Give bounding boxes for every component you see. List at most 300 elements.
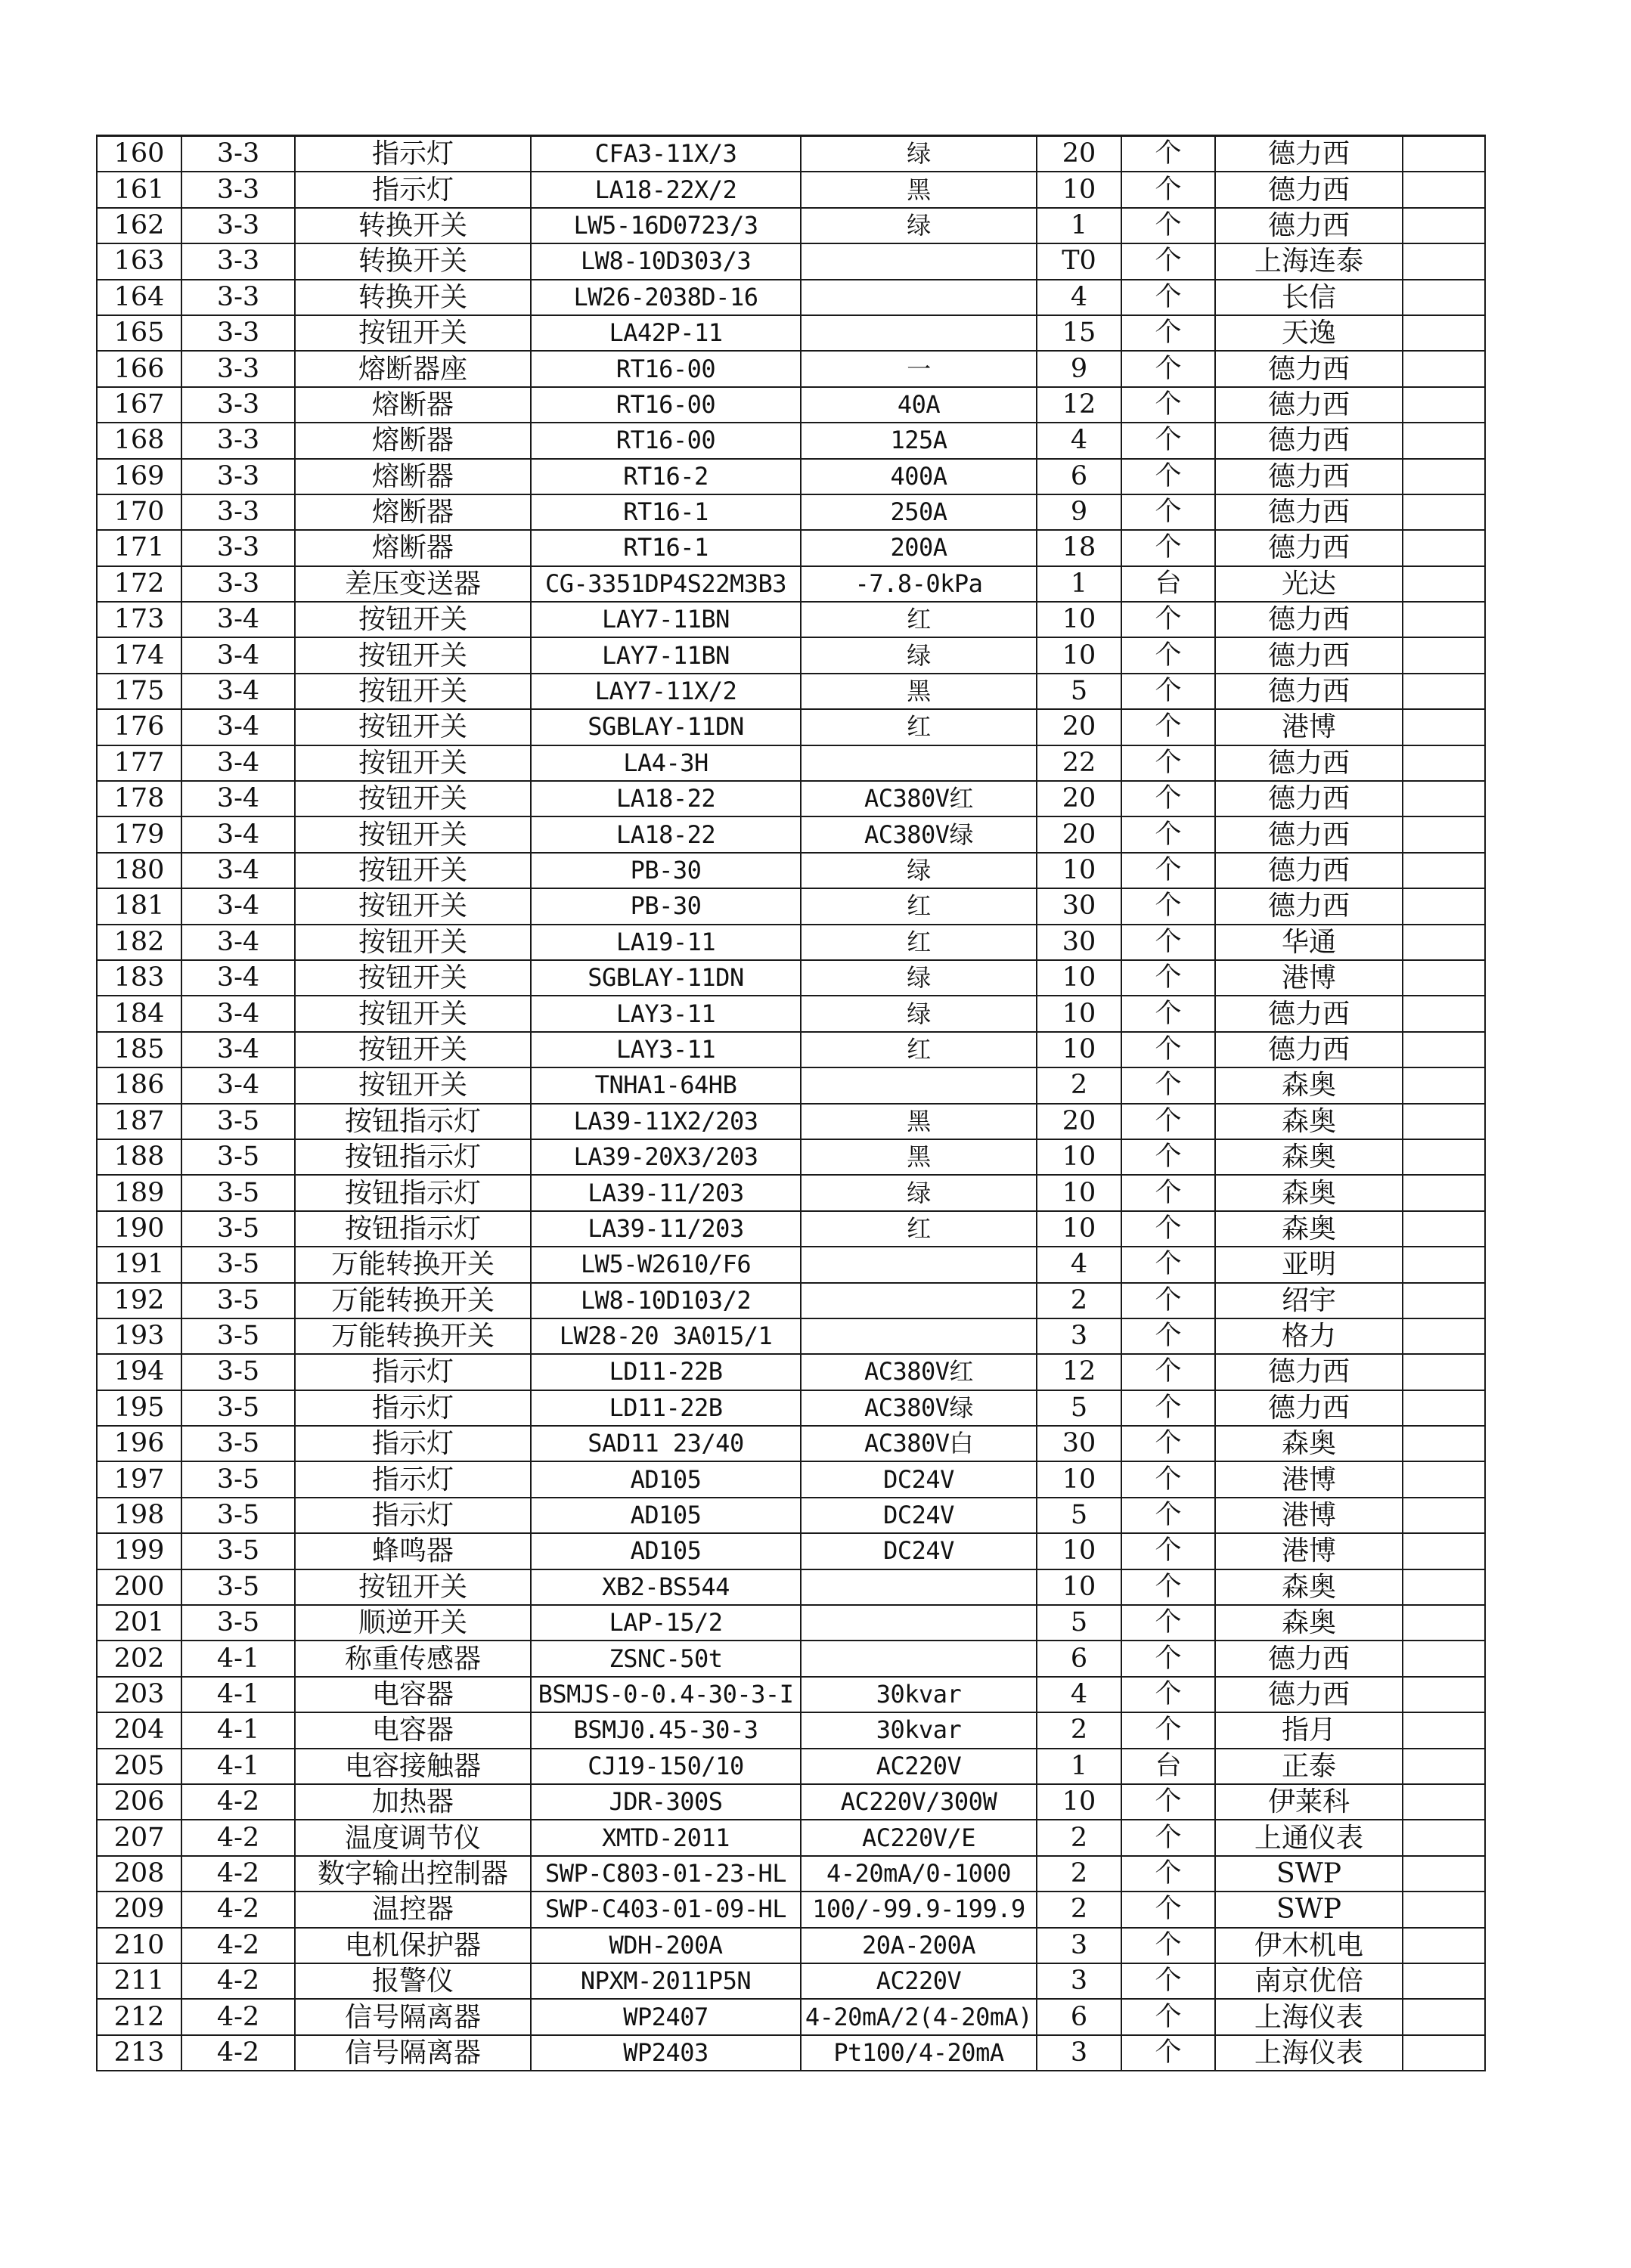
row-number-cell: 194 bbox=[97, 1354, 181, 1390]
row-number-cell: 163 bbox=[97, 243, 181, 279]
model-number-cell: WP2407 bbox=[531, 1999, 801, 2034]
table-row bbox=[97, 1139, 1485, 1175]
specification-cell: 绿 bbox=[801, 996, 1037, 1031]
quantity-cell: 9 bbox=[1037, 351, 1121, 386]
manufacturer-cell: 德力西 bbox=[1215, 1032, 1403, 1067]
row-number-cell: 187 bbox=[97, 1104, 181, 1139]
unit-cell: 个 bbox=[1121, 1533, 1215, 1569]
row-number-cell: 202 bbox=[97, 1641, 181, 1676]
section-code-cell: 3-4 bbox=[181, 637, 295, 673]
remark-cell bbox=[1403, 566, 1485, 602]
model-number-cell: PB-30 bbox=[531, 888, 801, 924]
item-name-cell: 指示灯 bbox=[295, 172, 531, 207]
model-number-cell: LAY7-11X/2 bbox=[531, 674, 801, 709]
specification-cell: AC220V/300W bbox=[801, 1784, 1037, 1820]
section-code-cell: 3-4 bbox=[181, 888, 295, 924]
model-number-cell: RT16-2 bbox=[531, 459, 801, 494]
unit-cell: 个 bbox=[1121, 674, 1215, 709]
section-code-cell: 4-2 bbox=[181, 2035, 295, 2071]
item-name-cell: 万能转换开关 bbox=[295, 1247, 531, 1282]
manufacturer-cell: 森奥 bbox=[1215, 1104, 1403, 1139]
row-number-cell: 162 bbox=[97, 208, 181, 243]
manufacturer-cell: 森奥 bbox=[1215, 1139, 1403, 1175]
row-number-cell: 207 bbox=[97, 1820, 181, 1855]
specification-cell: 红 bbox=[801, 709, 1037, 745]
row-number-cell: 191 bbox=[97, 1247, 181, 1282]
manufacturer-cell: 格力 bbox=[1215, 1318, 1403, 1354]
row-number-cell: 196 bbox=[97, 1426, 181, 1461]
unit-cell: 个 bbox=[1121, 1856, 1215, 1892]
model-number-cell: LAY3-11 bbox=[531, 1032, 801, 1067]
unit-cell: 个 bbox=[1121, 853, 1215, 888]
table-row bbox=[97, 1318, 1485, 1354]
manufacturer-cell: SWP bbox=[1215, 1892, 1403, 1927]
quantity-cell: 22 bbox=[1037, 745, 1121, 781]
table-row bbox=[97, 315, 1485, 351]
section-code-cell: 3-3 bbox=[181, 208, 295, 243]
item-name-cell: 指示灯 bbox=[295, 1426, 531, 1461]
item-name-cell: 按钮开关 bbox=[295, 637, 531, 673]
remark-cell bbox=[1403, 136, 1485, 172]
model-number-cell: SGBLAY-11DN bbox=[531, 960, 801, 996]
section-code-cell: 3-3 bbox=[181, 494, 295, 530]
row-number-cell: 209 bbox=[97, 1892, 181, 1927]
manufacturer-cell: 德力西 bbox=[1215, 530, 1403, 565]
manufacturer-cell: 德力西 bbox=[1215, 1390, 1403, 1426]
table-row bbox=[97, 745, 1485, 781]
section-code-cell: 3-3 bbox=[181, 136, 295, 172]
item-name-cell: 指示灯 bbox=[295, 136, 531, 172]
section-code-cell: 3-4 bbox=[181, 853, 295, 888]
remark-cell bbox=[1403, 243, 1485, 279]
remark-cell bbox=[1403, 1354, 1485, 1390]
section-code-cell: 4-2 bbox=[181, 1999, 295, 2034]
item-name-cell: 按钮开关 bbox=[295, 853, 531, 888]
specification-cell: AC380V红 bbox=[801, 1354, 1037, 1390]
quantity-cell: 30 bbox=[1037, 925, 1121, 960]
model-number-cell: WP2403 bbox=[531, 2035, 801, 2071]
remark-cell bbox=[1403, 1067, 1485, 1103]
section-code-cell: 3-4 bbox=[181, 960, 295, 996]
quantity-cell: 5 bbox=[1037, 1605, 1121, 1641]
model-number-cell: RT16-1 bbox=[531, 530, 801, 565]
specification-cell bbox=[801, 1067, 1037, 1103]
remark-cell bbox=[1403, 960, 1485, 996]
row-number-cell: 200 bbox=[97, 1569, 181, 1605]
unit-cell: 个 bbox=[1121, 925, 1215, 960]
item-name-cell: 按钮开关 bbox=[295, 925, 531, 960]
table-row bbox=[97, 816, 1485, 852]
table-row bbox=[97, 530, 1485, 565]
model-number-cell: LA18-22X/2 bbox=[531, 172, 801, 207]
remark-cell bbox=[1403, 1175, 1485, 1210]
unit-cell: 个 bbox=[1121, 280, 1215, 315]
remark-cell bbox=[1403, 996, 1485, 1031]
section-code-cell: 4-1 bbox=[181, 1712, 295, 1748]
table-row bbox=[97, 1856, 1485, 1892]
item-name-cell: 信号隔离器 bbox=[295, 2035, 531, 2071]
section-code-cell: 4-2 bbox=[181, 1892, 295, 1927]
quantity-cell: 4 bbox=[1037, 1247, 1121, 1282]
table-row bbox=[97, 1247, 1485, 1282]
item-name-cell: 顺逆开关 bbox=[295, 1605, 531, 1641]
row-number-cell: 166 bbox=[97, 351, 181, 386]
section-code-cell: 3-4 bbox=[181, 709, 295, 745]
parts-table bbox=[96, 135, 1486, 2071]
specification-cell bbox=[801, 1569, 1037, 1605]
table-row bbox=[97, 1928, 1485, 1963]
item-name-cell: 转换开关 bbox=[295, 243, 531, 279]
row-number-cell: 211 bbox=[97, 1963, 181, 1999]
model-number-cell: LW26-2038D-16 bbox=[531, 280, 801, 315]
item-name-cell: 蜂鸣器 bbox=[295, 1533, 531, 1569]
item-name-cell: 转换开关 bbox=[295, 208, 531, 243]
manufacturer-cell: 德力西 bbox=[1215, 1354, 1403, 1390]
remark-cell bbox=[1403, 1211, 1485, 1247]
model-number-cell: LW5-16D0723/3 bbox=[531, 208, 801, 243]
quantity-cell: T0 bbox=[1037, 243, 1121, 279]
table-row bbox=[97, 1677, 1485, 1712]
quantity-cell: 10 bbox=[1037, 1533, 1121, 1569]
table-row bbox=[97, 1820, 1485, 1855]
table-row bbox=[97, 1784, 1485, 1820]
item-name-cell: 按钮开关 bbox=[295, 888, 531, 924]
item-name-cell: 加热器 bbox=[295, 1784, 531, 1820]
section-code-cell: 3-3 bbox=[181, 351, 295, 386]
section-code-cell: 3-5 bbox=[181, 1211, 295, 1247]
row-number-cell: 169 bbox=[97, 459, 181, 494]
manufacturer-cell: 港博 bbox=[1215, 1461, 1403, 1497]
unit-cell: 个 bbox=[1121, 602, 1215, 637]
row-number-cell: 192 bbox=[97, 1283, 181, 1318]
table-row bbox=[97, 1354, 1485, 1390]
specification-cell: AC380V白 bbox=[801, 1426, 1037, 1461]
row-number-cell: 213 bbox=[97, 2035, 181, 2071]
quantity-cell: 20 bbox=[1037, 709, 1121, 745]
table-row bbox=[97, 674, 1485, 709]
section-code-cell: 3-5 bbox=[181, 1247, 295, 1282]
remark-cell bbox=[1403, 745, 1485, 781]
section-code-cell: 3-3 bbox=[181, 459, 295, 494]
specification-cell: 30kvar bbox=[801, 1677, 1037, 1712]
section-code-cell: 4-1 bbox=[181, 1641, 295, 1676]
specification-cell: 30kvar bbox=[801, 1712, 1037, 1748]
unit-cell: 个 bbox=[1121, 1139, 1215, 1175]
row-number-cell: 198 bbox=[97, 1498, 181, 1533]
section-code-cell: 3-5 bbox=[181, 1461, 295, 1497]
remark-cell bbox=[1403, 1999, 1485, 2034]
table-row bbox=[97, 172, 1485, 207]
section-code-cell: 4-1 bbox=[181, 1677, 295, 1712]
remark-cell bbox=[1403, 172, 1485, 207]
section-code-cell: 4-1 bbox=[181, 1749, 295, 1784]
unit-cell: 个 bbox=[1121, 1892, 1215, 1927]
table-row bbox=[97, 423, 1485, 458]
table-row bbox=[97, 1605, 1485, 1641]
section-code-cell: 3-5 bbox=[181, 1569, 295, 1605]
section-code-cell: 3-5 bbox=[181, 1498, 295, 1533]
quantity-cell: 30 bbox=[1037, 1426, 1121, 1461]
model-number-cell: LAP-15/2 bbox=[531, 1605, 801, 1641]
unit-cell: 台 bbox=[1121, 1749, 1215, 1784]
quantity-cell: 12 bbox=[1037, 1354, 1121, 1390]
model-number-cell: AD105 bbox=[531, 1498, 801, 1533]
table-row bbox=[97, 1712, 1485, 1748]
table-row bbox=[97, 888, 1485, 924]
item-name-cell: 按钮指示灯 bbox=[295, 1175, 531, 1210]
table-row bbox=[97, 1390, 1485, 1426]
manufacturer-cell: 森奥 bbox=[1215, 1569, 1403, 1605]
section-code-cell: 3-5 bbox=[181, 1318, 295, 1354]
unit-cell: 个 bbox=[1121, 1712, 1215, 1748]
quantity-cell: 10 bbox=[1037, 637, 1121, 673]
model-number-cell: SWP-C403-01-09-HL bbox=[531, 1892, 801, 1927]
quantity-cell: 15 bbox=[1037, 315, 1121, 351]
manufacturer-cell: 森奥 bbox=[1215, 1211, 1403, 1247]
item-name-cell: 电容接触器 bbox=[295, 1749, 531, 1784]
quantity-cell: 10 bbox=[1037, 1784, 1121, 1820]
specification-cell bbox=[801, 1641, 1037, 1676]
item-name-cell: 温度调节仪 bbox=[295, 1820, 531, 1855]
row-number-cell: 186 bbox=[97, 1067, 181, 1103]
model-number-cell: LA39-11/203 bbox=[531, 1175, 801, 1210]
section-code-cell: 3-5 bbox=[181, 1605, 295, 1641]
quantity-cell: 6 bbox=[1037, 1641, 1121, 1676]
manufacturer-cell: 上海连泰 bbox=[1215, 243, 1403, 279]
quantity-cell: 9 bbox=[1037, 494, 1121, 530]
quantity-cell: 2 bbox=[1037, 1712, 1121, 1748]
parts-list-sheet bbox=[96, 135, 1484, 2071]
unit-cell: 个 bbox=[1121, 136, 1215, 172]
quantity-cell: 4 bbox=[1037, 423, 1121, 458]
model-number-cell: BSMJS-0-0.4-30-3-I bbox=[531, 1677, 801, 1712]
quantity-cell: 3 bbox=[1037, 2035, 1121, 2071]
item-name-cell: 熔断器 bbox=[295, 530, 531, 565]
quantity-cell: 10 bbox=[1037, 1139, 1121, 1175]
remark-cell bbox=[1403, 530, 1485, 565]
item-name-cell: 按钮开关 bbox=[295, 1569, 531, 1605]
manufacturer-cell: SWP bbox=[1215, 1856, 1403, 1892]
model-number-cell: CFA3-11X/3 bbox=[531, 136, 801, 172]
section-code-cell: 3-5 bbox=[181, 1139, 295, 1175]
remark-cell bbox=[1403, 423, 1485, 458]
specification-cell: 红 bbox=[801, 1211, 1037, 1247]
specification-cell: 250A bbox=[801, 494, 1037, 530]
quantity-cell: 10 bbox=[1037, 172, 1121, 207]
item-name-cell: 按钮指示灯 bbox=[295, 1139, 531, 1175]
table-row bbox=[97, 1426, 1485, 1461]
specification-cell: 黑 bbox=[801, 1104, 1037, 1139]
table-row bbox=[97, 566, 1485, 602]
section-code-cell: 4-2 bbox=[181, 1928, 295, 1963]
remark-cell bbox=[1403, 1139, 1485, 1175]
specification-cell: 红 bbox=[801, 925, 1037, 960]
quantity-cell: 20 bbox=[1037, 781, 1121, 816]
section-code-cell: 3-4 bbox=[181, 745, 295, 781]
model-number-cell: LA18-22 bbox=[531, 781, 801, 816]
unit-cell: 个 bbox=[1121, 745, 1215, 781]
manufacturer-cell: 德力西 bbox=[1215, 423, 1403, 458]
quantity-cell: 3 bbox=[1037, 1963, 1121, 1999]
remark-cell bbox=[1403, 1461, 1485, 1497]
unit-cell: 个 bbox=[1121, 996, 1215, 1031]
row-number-cell: 161 bbox=[97, 172, 181, 207]
table-row bbox=[97, 1963, 1485, 1999]
table-row bbox=[97, 243, 1485, 279]
unit-cell: 个 bbox=[1121, 1605, 1215, 1641]
remark-cell bbox=[1403, 781, 1485, 816]
model-number-cell: XMTD-2011 bbox=[531, 1820, 801, 1855]
manufacturer-cell: 德力西 bbox=[1215, 1641, 1403, 1676]
specification-cell bbox=[801, 280, 1037, 315]
item-name-cell: 按钮开关 bbox=[295, 745, 531, 781]
unit-cell: 个 bbox=[1121, 1963, 1215, 1999]
model-number-cell: LW8-10D103/2 bbox=[531, 1283, 801, 1318]
item-name-cell: 温控器 bbox=[295, 1892, 531, 1927]
manufacturer-cell: 德力西 bbox=[1215, 637, 1403, 673]
row-number-cell: 183 bbox=[97, 960, 181, 996]
model-number-cell: RT16-00 bbox=[531, 387, 801, 423]
item-name-cell: 信号隔离器 bbox=[295, 1999, 531, 2034]
section-code-cell: 3-4 bbox=[181, 674, 295, 709]
remark-cell bbox=[1403, 1390, 1485, 1426]
manufacturer-cell: 绍宇 bbox=[1215, 1283, 1403, 1318]
table-row bbox=[97, 1641, 1485, 1676]
row-number-cell: 170 bbox=[97, 494, 181, 530]
remark-cell bbox=[1403, 888, 1485, 924]
model-number-cell: XB2-BS544 bbox=[531, 1569, 801, 1605]
row-number-cell: 160 bbox=[97, 136, 181, 172]
model-number-cell: SWP-C803-01-23-HL bbox=[531, 1856, 801, 1892]
remark-cell bbox=[1403, 816, 1485, 852]
row-number-cell: 177 bbox=[97, 745, 181, 781]
unit-cell: 个 bbox=[1121, 1461, 1215, 1497]
manufacturer-cell: 港博 bbox=[1215, 709, 1403, 745]
row-number-cell: 171 bbox=[97, 530, 181, 565]
specification-cell: 4-20mA/2(4-20mA) bbox=[801, 1999, 1037, 2034]
table-row bbox=[97, 925, 1485, 960]
unit-cell: 个 bbox=[1121, 530, 1215, 565]
unit-cell: 个 bbox=[1121, 1067, 1215, 1103]
item-name-cell: 按钮开关 bbox=[295, 1067, 531, 1103]
manufacturer-cell: 亚明 bbox=[1215, 1247, 1403, 1282]
row-number-cell: 178 bbox=[97, 781, 181, 816]
section-code-cell: 3-3 bbox=[181, 387, 295, 423]
quantity-cell: 10 bbox=[1037, 1461, 1121, 1497]
specification-cell: -7.8-0kPa bbox=[801, 566, 1037, 602]
section-code-cell: 3-5 bbox=[181, 1390, 295, 1426]
remark-cell bbox=[1403, 674, 1485, 709]
model-number-cell: LAY3-11 bbox=[531, 996, 801, 1031]
row-number-cell: 185 bbox=[97, 1032, 181, 1067]
manufacturer-cell: 德力西 bbox=[1215, 494, 1403, 530]
section-code-cell: 3-5 bbox=[181, 1354, 295, 1390]
row-number-cell: 195 bbox=[97, 1390, 181, 1426]
section-code-cell: 4-2 bbox=[181, 1784, 295, 1820]
remark-cell bbox=[1403, 387, 1485, 423]
specification-cell bbox=[801, 1247, 1037, 1282]
remark-cell bbox=[1403, 1104, 1485, 1139]
remark-cell bbox=[1403, 853, 1485, 888]
manufacturer-cell: 德力西 bbox=[1215, 888, 1403, 924]
manufacturer-cell: 德力西 bbox=[1215, 351, 1403, 386]
specification-cell: DC24V bbox=[801, 1533, 1037, 1569]
unit-cell: 个 bbox=[1121, 351, 1215, 386]
manufacturer-cell: 德力西 bbox=[1215, 208, 1403, 243]
model-number-cell: SGBLAY-11DN bbox=[531, 709, 801, 745]
specification-cell bbox=[801, 1283, 1037, 1318]
model-number-cell: SAD11 23/40 bbox=[531, 1426, 801, 1461]
row-number-cell: 193 bbox=[97, 1318, 181, 1354]
remark-cell bbox=[1403, 1426, 1485, 1461]
remark-cell bbox=[1403, 351, 1485, 386]
section-code-cell: 3-5 bbox=[181, 1104, 295, 1139]
unit-cell: 个 bbox=[1121, 315, 1215, 351]
row-number-cell: 190 bbox=[97, 1211, 181, 1247]
unit-cell: 个 bbox=[1121, 1569, 1215, 1605]
specification-cell bbox=[801, 1318, 1037, 1354]
manufacturer-cell: 伊莱科 bbox=[1215, 1784, 1403, 1820]
item-name-cell: 万能转换开关 bbox=[295, 1318, 531, 1354]
remark-cell bbox=[1403, 925, 1485, 960]
section-code-cell: 3-3 bbox=[181, 566, 295, 602]
unit-cell: 个 bbox=[1121, 1032, 1215, 1067]
manufacturer-cell: 德力西 bbox=[1215, 853, 1403, 888]
row-number-cell: 206 bbox=[97, 1784, 181, 1820]
quantity-cell: 20 bbox=[1037, 816, 1121, 852]
model-number-cell: JDR-300S bbox=[531, 1784, 801, 1820]
model-number-cell: LA39-11X2/203 bbox=[531, 1104, 801, 1139]
remark-cell bbox=[1403, 1784, 1485, 1820]
item-name-cell: 熔断器 bbox=[295, 494, 531, 530]
row-number-cell: 174 bbox=[97, 637, 181, 673]
specification-cell: Pt100/4-20mA bbox=[801, 2035, 1037, 2071]
quantity-cell: 12 bbox=[1037, 387, 1121, 423]
table-row bbox=[97, 1749, 1485, 1784]
row-number-cell: 164 bbox=[97, 280, 181, 315]
section-code-cell: 3-4 bbox=[181, 1032, 295, 1067]
model-number-cell: TNHA1-64HB bbox=[531, 1067, 801, 1103]
item-name-cell: 按钮开关 bbox=[295, 1032, 531, 1067]
unit-cell: 个 bbox=[1121, 1498, 1215, 1533]
row-number-cell: 172 bbox=[97, 566, 181, 602]
table-row bbox=[97, 1175, 1485, 1210]
unit-cell: 个 bbox=[1121, 459, 1215, 494]
remark-cell bbox=[1403, 1569, 1485, 1605]
row-number-cell: 176 bbox=[97, 709, 181, 745]
manufacturer-cell: 德力西 bbox=[1215, 387, 1403, 423]
model-number-cell: AD105 bbox=[531, 1461, 801, 1497]
remark-cell bbox=[1403, 637, 1485, 673]
manufacturer-cell: 德力西 bbox=[1215, 459, 1403, 494]
quantity-cell: 18 bbox=[1037, 530, 1121, 565]
remark-cell bbox=[1403, 1283, 1485, 1318]
manufacturer-cell: 德力西 bbox=[1215, 996, 1403, 1031]
row-number-cell: 168 bbox=[97, 423, 181, 458]
model-number-cell: LW28-20 3A015/1 bbox=[531, 1318, 801, 1354]
manufacturer-cell: 德力西 bbox=[1215, 745, 1403, 781]
section-code-cell: 4-2 bbox=[181, 1820, 295, 1855]
specification-cell: AC220V/E bbox=[801, 1820, 1037, 1855]
unit-cell: 台 bbox=[1121, 566, 1215, 602]
quantity-cell: 20 bbox=[1037, 1104, 1121, 1139]
table-row bbox=[97, 1999, 1485, 2034]
specification-cell bbox=[801, 1605, 1037, 1641]
manufacturer-cell: 天逸 bbox=[1215, 315, 1403, 351]
manufacturer-cell: 港博 bbox=[1215, 1533, 1403, 1569]
item-name-cell: 按钮开关 bbox=[295, 602, 531, 637]
manufacturer-cell: 德力西 bbox=[1215, 1677, 1403, 1712]
